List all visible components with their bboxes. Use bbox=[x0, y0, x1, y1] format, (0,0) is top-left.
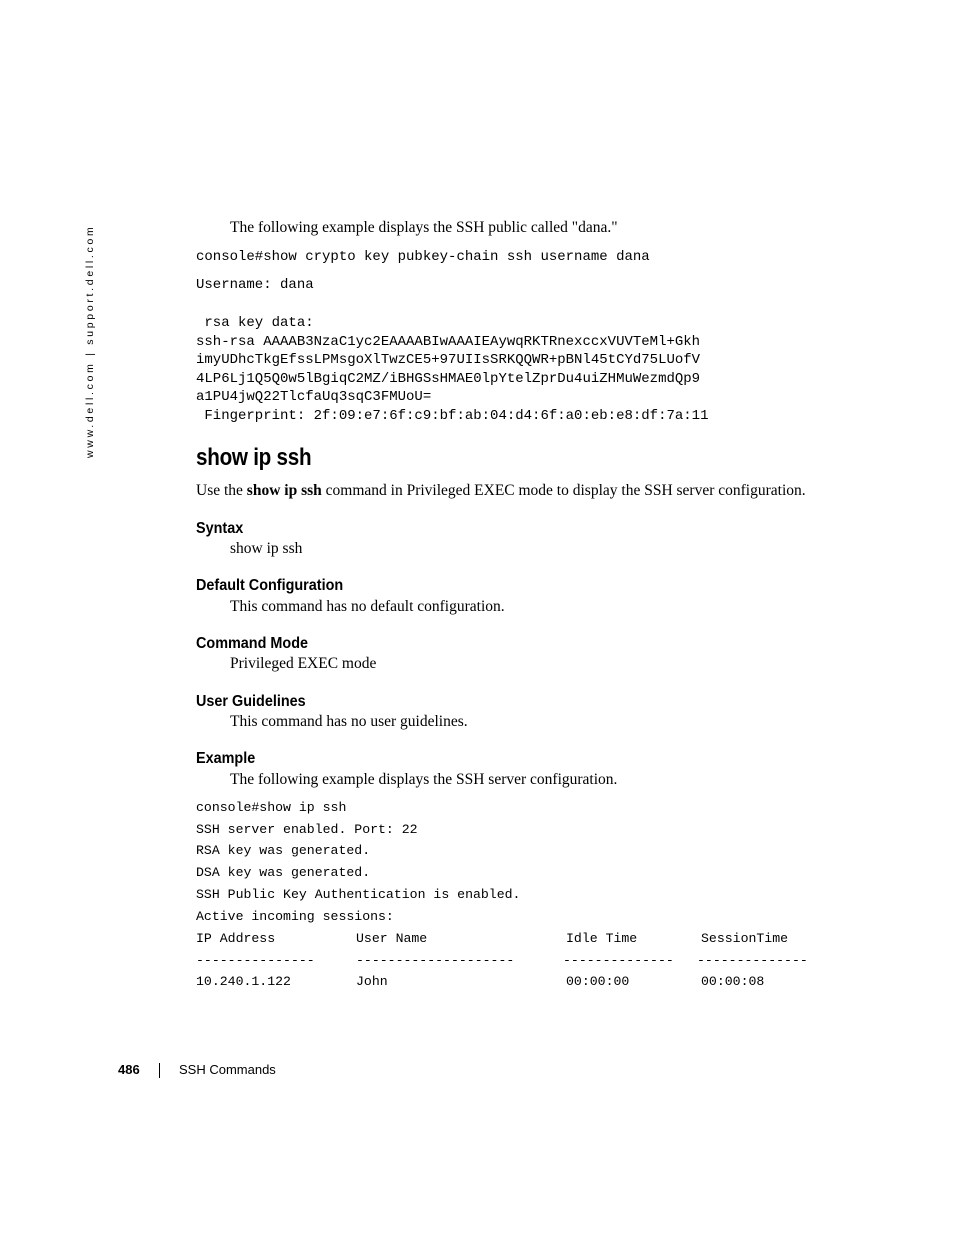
user-guidelines-text: This command has no user guidelines. bbox=[230, 713, 468, 730]
code2-line: SSH Public Key Authentication is enabled. bbox=[196, 887, 521, 902]
table-header-idle: Idle Time bbox=[566, 931, 638, 946]
page-number: 486 bbox=[118, 1062, 140, 1077]
page-title: show ip ssh bbox=[196, 444, 312, 471]
syntax-heading: Syntax bbox=[196, 520, 244, 537]
intro-sentence: The following example displays the SSH public called "dana." bbox=[230, 219, 618, 236]
code1-fingerprint: Fingerprint: 2f:09:e7:6f:c9:bf:ab:04:d4:6f:a0:eb:e8:df:7a:11 bbox=[196, 408, 709, 424]
code2-line: Active incoming sessions: bbox=[196, 909, 394, 924]
command-mode-text: Privileged EXEC mode bbox=[230, 655, 377, 672]
code2-line: console#show ip ssh bbox=[196, 800, 347, 815]
table-separator: --------------- bbox=[196, 953, 315, 968]
description bbox=[196, 482, 806, 500]
description-post: command in Privileged EXEC mode to display the SSH server configuration. bbox=[321, 482, 806, 499]
code1-key-line: a1PU4jwQ22TlcfaUq3sqC3FMUoU= bbox=[196, 389, 432, 405]
code1-username: Username: dana bbox=[196, 277, 314, 293]
example-text: The following example displays the SSH server configuration. bbox=[230, 771, 618, 788]
code1-key-line: 4LP6Lj1Q5Q0w5lBgiqC2MZ/iBHGSsHMAE0lpYtelZprDu4uiZHMuWezmdQp9 bbox=[196, 371, 701, 387]
table-cell-user: John bbox=[356, 974, 388, 989]
syntax-text: show ip ssh bbox=[230, 540, 303, 557]
table-header-user: User Name bbox=[356, 931, 428, 946]
code2-line: DSA key was generated. bbox=[196, 865, 371, 880]
table-cell-ip: 10.240.1.122 bbox=[196, 974, 291, 989]
example-heading: Example bbox=[196, 750, 256, 767]
code1-rsa-label: rsa key data: bbox=[196, 315, 314, 331]
code2-line: RSA key was generated. bbox=[196, 843, 371, 858]
table-separator: -------------------- bbox=[356, 953, 515, 968]
code2-line: SSH server enabled. Port: 22 bbox=[196, 822, 418, 837]
footer-divider bbox=[159, 1063, 160, 1078]
code1-key-line: ssh-rsa AAAAB3NzaC1yc2EAAAABIwAAAIEAywqRKTRnexccxVUVTeMl+Gkh bbox=[196, 334, 701, 350]
user-guidelines-heading: User Guidelines bbox=[196, 693, 306, 710]
code1-command: console#show crypto key pubkey-chain ssh username dana bbox=[196, 249, 650, 265]
table-separator: -------------- bbox=[697, 953, 808, 968]
footer-section: SSH Commands bbox=[179, 1062, 276, 1077]
table-cell-session: 00:00:08 bbox=[701, 974, 765, 989]
code1-key-line: imyUDhcTkgEfssLPMsgoXlTwzCE5+97UIIsSRKQQWR+pBNl45tCYd75LUofV bbox=[196, 352, 701, 368]
command-mode-heading: Command Mode bbox=[196, 635, 309, 652]
description-command: show ip ssh bbox=[246, 482, 322, 499]
table-cell-idle: 00:00:00 bbox=[566, 974, 630, 989]
description-pre: Use the bbox=[196, 482, 247, 499]
table-separator: -------------- bbox=[563, 953, 674, 968]
table-header-session: SessionTime bbox=[701, 931, 789, 946]
table-header-ip: IP Address bbox=[196, 931, 276, 946]
side-url: www.dell.com | support.dell.com bbox=[84, 224, 96, 458]
default-config-text: This command has no default configuration. bbox=[230, 598, 505, 615]
default-config-heading: Default Configuration bbox=[196, 577, 344, 594]
